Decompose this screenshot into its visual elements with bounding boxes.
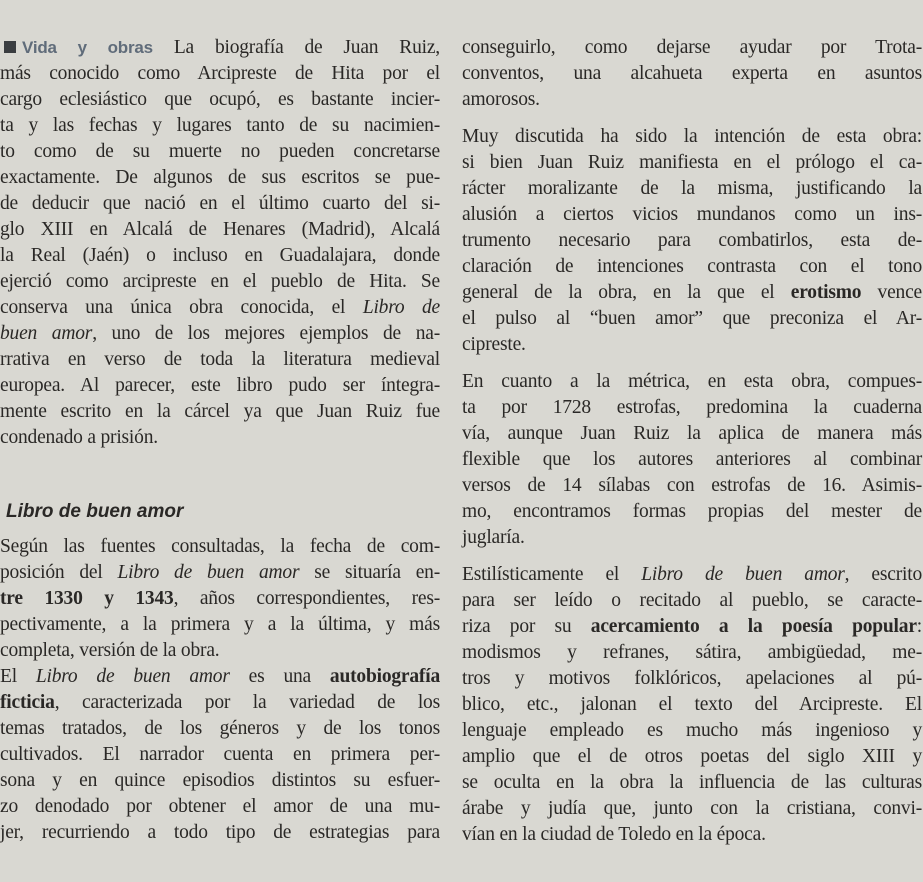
text-line: El Libro de buen amor es una autobiografía: [0, 666, 440, 687]
text-line: zo denodado por obtener el amor de una mu-: [0, 796, 440, 817]
text-line: general de la obra, en la que el erotismo vence: [462, 282, 923, 303]
text-line: completa, versión de la obra.: [0, 640, 220, 661]
text-line: Muy discutida ha sido la intención de esta obra:: [462, 126, 922, 147]
text-line: exactamente. De algunos de sus escritos se pue-: [0, 167, 440, 188]
intro-line: Vida y obras La biografía de Juan Ruiz,: [0, 35, 440, 61]
text-line: ejerció como arcipreste en el pueblo de Hita. Se: [0, 271, 440, 292]
text-line: cipreste.: [462, 334, 526, 355]
text-line: alusión a ciertos vicios mundanos como un ins-: [462, 204, 922, 225]
text-line: juglaría.: [462, 527, 525, 548]
highlight: tre 1330 y 1343: [0, 588, 174, 609]
text-line: amorosos.: [462, 89, 540, 110]
text-line: europea. Al parecer, este libro pudo ser íntegra-: [0, 375, 440, 396]
text-line: mo, encontramos formas propias del mester de: [462, 501, 922, 522]
text-line: glo XIII en Alcalá de Henares (Madrid), Alcalá: [0, 219, 440, 240]
text-line: más conocido como Arcipreste de Hita por el: [0, 63, 440, 84]
text-line: claración de intenciones contrasta con el tono: [462, 256, 922, 277]
text-line: conserva una única obra conocida, el Libro de: [0, 297, 441, 318]
text-line: de deducir que nació en el último cuarto del si-: [0, 193, 440, 214]
text-line: la Real (Jaén) o incluso en Guadalajara, donde: [0, 245, 440, 266]
text-line: para ser leído o recitado al pueblo, se caracte-: [462, 590, 922, 611]
text-line: tros y motivos folklóricos, apelaciones al pú-: [462, 668, 922, 689]
text-line: cultivados. El narrador cuenta en primera per-: [0, 744, 440, 765]
text-line: amplio que el de otros poetas del siglo XIII y: [462, 746, 922, 767]
highlight: erotismo: [790, 282, 862, 303]
text-line: el pulso al “buen amor” que preconiza el Ar-: [462, 308, 922, 329]
text-line: ta y las fechas y lugares tanto de su nacimien-: [0, 115, 440, 136]
book-title: Libro de buen amor: [641, 564, 845, 585]
text-line: flexible que los autores anteriores al combinar: [462, 449, 922, 470]
text-line: rrativa en verso de toda la literatura medieval: [0, 349, 440, 370]
book-title: Libro de buen amor: [35, 666, 230, 687]
text-line: jer, recurriendo a todo tipo de estrategias para: [0, 822, 440, 843]
text-line: modismos y refranes, sátira, ambigüedad, me-: [462, 642, 922, 663]
highlight: ficticia: [0, 692, 55, 713]
text-line: temas tratados, de los géneros y de los tonos: [0, 718, 440, 739]
text-line: tre 1330 y 1343, años correspondientes, res-: [0, 588, 440, 609]
text-line: conventos, una alcahueta experta en asuntos: [462, 63, 922, 84]
text-line: conseguirlo, como dejarse ayudar por Trota-: [462, 37, 922, 58]
text-line: árabe y judía que, junto con la cristiana, convi-: [462, 798, 922, 819]
book-title: buen amor: [0, 323, 93, 344]
text-line: rácter moralizante de la misma, justificando la: [462, 178, 922, 199]
text-line: si bien Juan Ruiz manifiesta en el prólogo el ca-: [462, 152, 922, 173]
book-title: Libro de: [362, 297, 441, 318]
text-line: ficticia, caracterizada por la variedad de los: [0, 692, 440, 713]
text-line: Estilísticamente el Libro de buen amor, escrito: [462, 564, 923, 585]
text-line: buen amor, uno de los mejores ejemplos de na-: [0, 323, 440, 344]
text-line: ta por 1728 estrofas, predomina la cuaderna: [462, 397, 922, 418]
text-line: se oculta en la obra la influencia de las culturas: [462, 772, 922, 793]
text-line: cargo eclesiástico que ocupó, es bastante incier-: [0, 89, 440, 110]
text-line: En cuanto a la métrica, en esta obra, compues-: [462, 371, 922, 392]
text-line: condenado a prisión.: [0, 427, 158, 448]
text-line: Según las fuentes consultadas, la fecha de com-: [0, 536, 440, 557]
highlight: autobiografía: [329, 666, 440, 687]
section-bullet-icon: [4, 41, 16, 53]
text-line: riza por su acercamiento a la poesía popular:: [462, 616, 922, 637]
text-line: versos de 14 sílabas con estrofas de 16. Asimis-: [462, 475, 922, 496]
text-line: mente escrito en la cárcel ya que Juan Ruiz fue: [0, 401, 440, 422]
text-line: lenguaje empleado es mucho más ingenioso y: [462, 720, 922, 741]
text-line: to como de su muerte no pueden concretarse: [0, 141, 440, 162]
text-line: pectivamente, a la primera y a la última, y más: [0, 614, 440, 635]
text-line: vía, aunque Juan Ruiz la aplica de manera más: [462, 423, 922, 444]
text-line: sona y en quince episodios distintos su esfuer-: [0, 770, 440, 791]
text-line: posición del Libro de buen amor se situaría en-: [0, 562, 440, 583]
section-heading: Libro de buen amor: [6, 501, 184, 522]
text-line: blico, etc., jalonan el texto del Arcipreste. El: [462, 694, 922, 715]
book-title: Libro de buen amor: [117, 562, 300, 583]
intro-heading: Vida y obras: [22, 38, 153, 57]
text-line: vían en la ciudad de Toledo en la época.: [462, 824, 766, 845]
text-line: trumento necesario para combatirlos, esta de-: [462, 230, 922, 251]
highlight: acercamiento a la poesía popular: [590, 616, 917, 637]
